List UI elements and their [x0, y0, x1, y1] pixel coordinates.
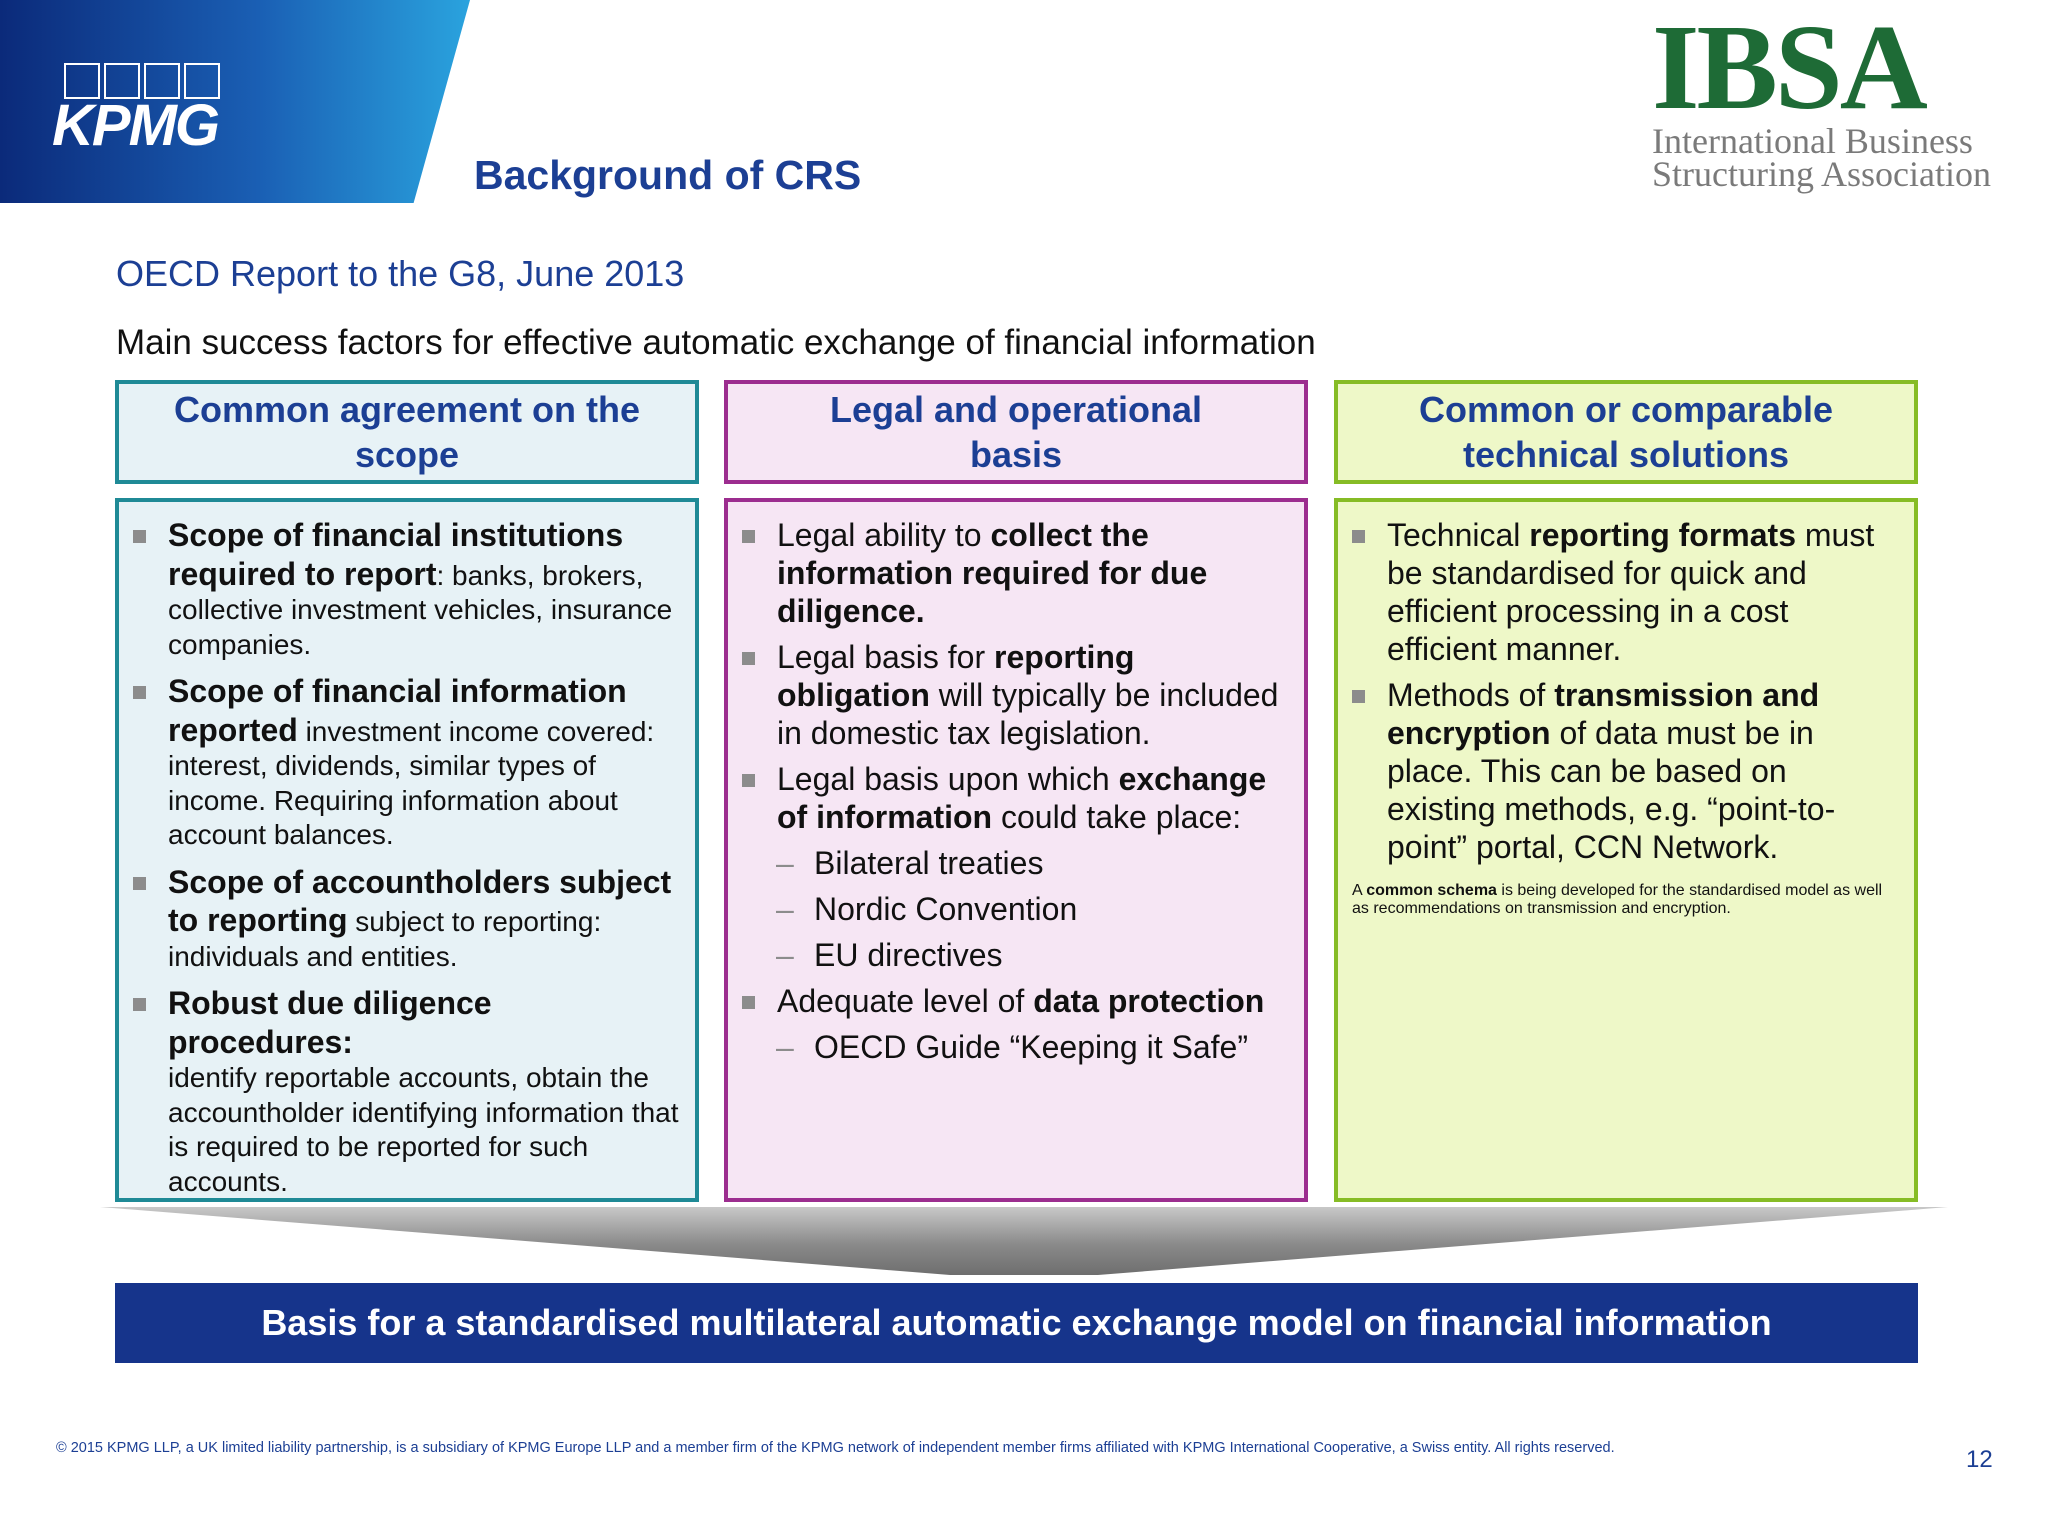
bullet-bold: reporting obligation — [777, 639, 1135, 713]
banner-text: Basis for a standardised multilateral automatic exchange model on financial information — [261, 1302, 1772, 1343]
bullet-text: Legal basis upon which — [777, 761, 1119, 797]
column-header-line: Common agreement on the — [173, 389, 641, 430]
list-item — [742, 638, 1290, 752]
scope-bullet-list — [133, 516, 681, 1199]
bullet-text: could take place: — [992, 799, 1242, 835]
list-item — [742, 760, 1290, 836]
bullet-lead: reported — [168, 711, 298, 748]
ibsa-logo-main: IBSA — [1652, 0, 1925, 135]
sub-item-text: Bilateral treaties — [814, 845, 1044, 881]
bullet-lead: Scope of accountholders subject — [168, 863, 672, 900]
bullet-text: Adequate level of — [777, 983, 1034, 1019]
bullet-square-icon — [742, 774, 755, 787]
bullet-lead: to reporting — [168, 902, 348, 938]
sub-item-text: OECD Guide “Keeping it Safe” — [814, 1029, 1248, 1065]
bullet-square-icon — [742, 996, 755, 1009]
bullet-text: Legal basis for — [777, 639, 995, 675]
bullet-square-icon — [133, 530, 146, 543]
column-header-line: scope — [354, 434, 460, 475]
bullet-bold: transmission and encryption — [1387, 677, 1820, 751]
technical-bullet-list — [1352, 516, 1900, 866]
bullet-text: Legal ability to — [777, 517, 991, 553]
column-header-line: Common or comparable — [1418, 389, 1834, 430]
bullet-text: investment income covered: interest, dividends, similar types of income. Requiring information about account balances. — [168, 715, 655, 850]
dash-icon: – — [776, 845, 794, 881]
sub-item-text: EU directives — [814, 937, 1003, 973]
bullet-square-icon — [133, 998, 146, 1011]
list-item — [133, 516, 681, 662]
bullet-lead: Scope of financial institutions — [168, 517, 624, 553]
column-header-line: technical solutions — [1462, 434, 1790, 475]
bullet-bold: exchange of information — [777, 761, 1267, 835]
bullet-square-icon — [1352, 690, 1365, 703]
bullet-text: of data must be in place. This can be based on existing methods, e.g. “point-to-point” portal, CCN Network. — [1387, 715, 1836, 865]
ibsa-logo-sub-line2: Structuring Association — [1652, 154, 1991, 194]
list-item — [133, 863, 681, 975]
note-text: A — [1352, 882, 1367, 899]
column-body-legal — [724, 498, 1308, 1202]
bullet-text: identify reportable accounts, obtain the accountholder identifying information that is required to be reported for such accounts. — [168, 1062, 679, 1197]
legal-bullet-list — [742, 516, 1290, 1066]
bullet-bold: reporting formats — [1529, 517, 1796, 553]
bullet-square-icon — [133, 686, 146, 699]
kpmg-logo: KPMG — [52, 93, 218, 158]
column-header-scope — [115, 380, 699, 484]
bullet-square-icon — [742, 530, 755, 543]
copyright-notice: © 2015 KPMG LLP, a UK limited liability partnership, is a subsidiary of KPMG Europe LLP and a member firm of the KPMG network of independent member firms affiliated with KPMG International Cooperative, a Swiss entity. All rights reserved. — [56, 1440, 1615, 1456]
common-schema-note — [1352, 882, 1900, 918]
bullet-lead: required to report — [168, 555, 437, 592]
note-bold: common schema — [1366, 882, 1497, 899]
slide-title: Background of CRS — [474, 152, 862, 198]
list-item — [1352, 516, 1900, 668]
list-item — [742, 982, 1290, 1020]
column-header-technical — [1334, 380, 1918, 484]
bullet-text: Technical — [1387, 517, 1530, 553]
bullet-text: subject to reporting: individuals and entities. — [168, 906, 602, 972]
sub-list-item — [742, 844, 1290, 882]
column-header-legal — [724, 380, 1308, 484]
bullet-text: : banks, brokers, collective investment vehicles, insurance companies. — [168, 559, 673, 660]
list-item — [133, 672, 681, 853]
bullet-bold: collect the information required for due diligence. — [777, 517, 1208, 629]
column-body-scope — [115, 498, 699, 1202]
list-item — [742, 516, 1290, 630]
dash-icon: – — [776, 891, 794, 927]
bullet-lead: Scope of financial information — [168, 673, 627, 709]
dash-icon: – — [776, 1029, 794, 1065]
ibsa-logo — [1652, 0, 2027, 194]
slide-subtitle: OECD Report to the G8, June 2013 — [116, 253, 685, 294]
column-body-technical — [1334, 498, 1918, 1202]
bullet-text: Methods of — [1387, 677, 1555, 713]
bullet-bold: data protection — [1033, 983, 1265, 1019]
bullet-text: must be standardised for quick and efficient processing in a cost efficient manner. — [1387, 517, 1875, 667]
bullet-text: will typically be included in domestic tax legislation. — [777, 677, 1279, 751]
conclusion-banner — [115, 1283, 1918, 1363]
page-number: 12 — [1966, 1446, 1993, 1473]
funnel-arrow — [100, 1207, 1948, 1275]
ibsa-logo-sub-line1: International Business — [1652, 121, 1973, 161]
sub-list-item — [742, 936, 1290, 974]
slide-intro: Main success factors for effective automatic exchange of financial information — [116, 323, 1316, 362]
list-item — [133, 984, 681, 1199]
bullet-lead: Robust due diligence procedures: — [168, 985, 492, 1060]
bullet-square-icon — [1352, 530, 1365, 543]
list-item — [1352, 676, 1900, 866]
sub-item-text: Nordic Convention — [814, 891, 1078, 927]
column-header-line: basis — [969, 434, 1063, 475]
bullet-square-icon — [133, 877, 146, 890]
dash-icon: – — [776, 937, 794, 973]
column-header-line: Legal and operational — [829, 389, 1203, 430]
sub-list-item — [742, 1028, 1290, 1066]
note-text: is being developed for the standardised model as well as recommendations on transmission and encryption. — [1352, 882, 1883, 917]
sub-list-item — [742, 890, 1290, 928]
bullet-square-icon — [742, 652, 755, 665]
